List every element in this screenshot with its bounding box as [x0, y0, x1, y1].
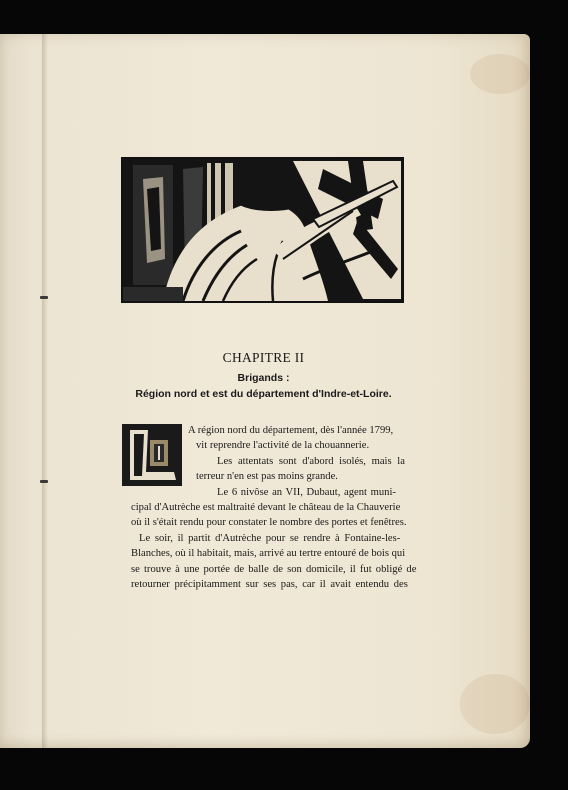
- body-line: cipal d'Autrèche est maltraité devant le château de la Chauverie: [131, 502, 401, 513]
- body-line: terreur n'en est pas moins grande.: [196, 471, 338, 482]
- body-line: Les attentats sont d'abord isolés, mais la: [217, 456, 405, 467]
- body-line: se trouve à une portée de balle de son domicile, il fut obligé de: [131, 564, 417, 575]
- chapter-subtitle-region: Région nord et est du département d'Indre-et-Loire.: [135, 388, 392, 400]
- body-line: Blanches, où il habitait, mais, arrivé au tertre entouré de bois qui: [131, 548, 406, 559]
- page-gutter: [42, 34, 48, 748]
- chapter-subtitle: Brigands :: [237, 372, 290, 384]
- body-line: vit reprendre l'activité de la chouannerie.: [196, 440, 370, 451]
- drop-cap-letter-icon: [124, 426, 180, 484]
- body-line: retourner précipitamment sur ses pas, car il avait entendu des: [131, 579, 408, 590]
- body-line: où il s'était rendu pour constater le nombre des portes et fenêtres.: [131, 517, 407, 528]
- chapter-heading: CHAPITRE II: [222, 350, 305, 365]
- binding-stitch: [40, 296, 48, 299]
- body-line: Le soir, il partit d'Autrèche pour se rendre à Fontaine-les-: [139, 533, 401, 544]
- woodcut-icon: [123, 159, 402, 301]
- paper-stain: [460, 674, 530, 734]
- drop-cap: [122, 424, 182, 486]
- woodcut-illustration: [121, 157, 404, 303]
- body-line: A région nord du département, dès l'année 1799,: [188, 425, 394, 436]
- binding-stitch: [40, 480, 48, 483]
- body-line: Le 6 nivôse an VII, Dubaut, agent muni-: [217, 487, 396, 498]
- paper-stain: [470, 54, 530, 94]
